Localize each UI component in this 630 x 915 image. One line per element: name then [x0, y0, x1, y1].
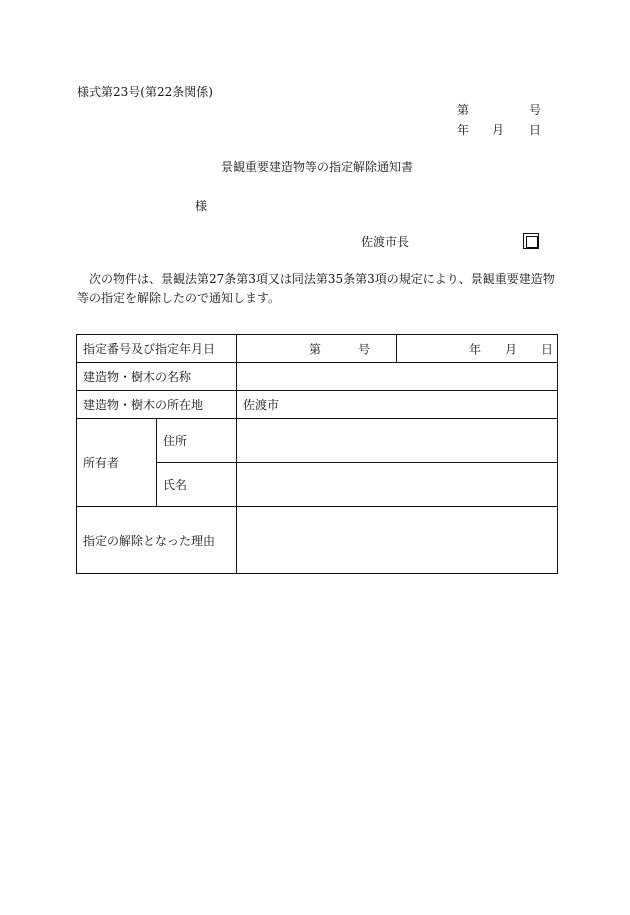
designation-month: 月	[505, 342, 518, 356]
issuer-name: 佐渡市長	[361, 235, 410, 249]
designation-row	[77, 335, 558, 363]
doc-date-day: 日	[529, 123, 542, 137]
owner-name-label: 氏名	[157, 463, 237, 507]
seal-inner-box	[526, 236, 538, 248]
doc-date-month: 月	[492, 123, 505, 137]
owner-name-value	[237, 463, 558, 507]
designation-label: 指定番号及び指定年月日	[77, 335, 237, 363]
designation-dai: 第	[309, 342, 322, 356]
designation-table	[76, 334, 558, 574]
body-paragraph: 次の物件は、景観法第27条第3項又は同法第35条第3項の規定により、景観重要建造物等の指定を解除したので通知します。	[77, 272, 555, 305]
owner-address-row	[77, 419, 558, 463]
location-row	[77, 391, 558, 419]
designation-number-cell	[237, 335, 397, 363]
location-label: 建造物・樹木の所在地	[77, 391, 237, 419]
reason-row	[77, 507, 558, 574]
location-value: 佐渡市	[237, 391, 558, 419]
owner-address-label: 住所	[157, 419, 237, 463]
designation-date-cell	[397, 335, 558, 363]
reason-label: 指定の解除となった理由	[77, 507, 237, 574]
form-number: 様式第23号(第22条関係)	[77, 85, 213, 99]
owner-address-value	[237, 419, 558, 463]
doc-number-dai: 第	[457, 103, 470, 117]
name-row	[77, 363, 558, 391]
addressee-suffix: 様	[195, 199, 208, 213]
seal-mark	[523, 233, 539, 249]
reason-value	[237, 507, 558, 574]
document-title: 景観重要建造物等の指定解除通知書	[221, 160, 414, 174]
doc-date-year: 年	[457, 123, 470, 137]
designation-year: 年	[469, 342, 482, 356]
name-value	[237, 363, 558, 391]
owner-label: 所有者	[77, 419, 157, 507]
name-label: 建造物・樹木の名称	[77, 363, 237, 391]
designation-day: 日	[541, 342, 554, 356]
designation-go: 号	[358, 342, 371, 356]
doc-number-go: 号	[529, 103, 542, 117]
